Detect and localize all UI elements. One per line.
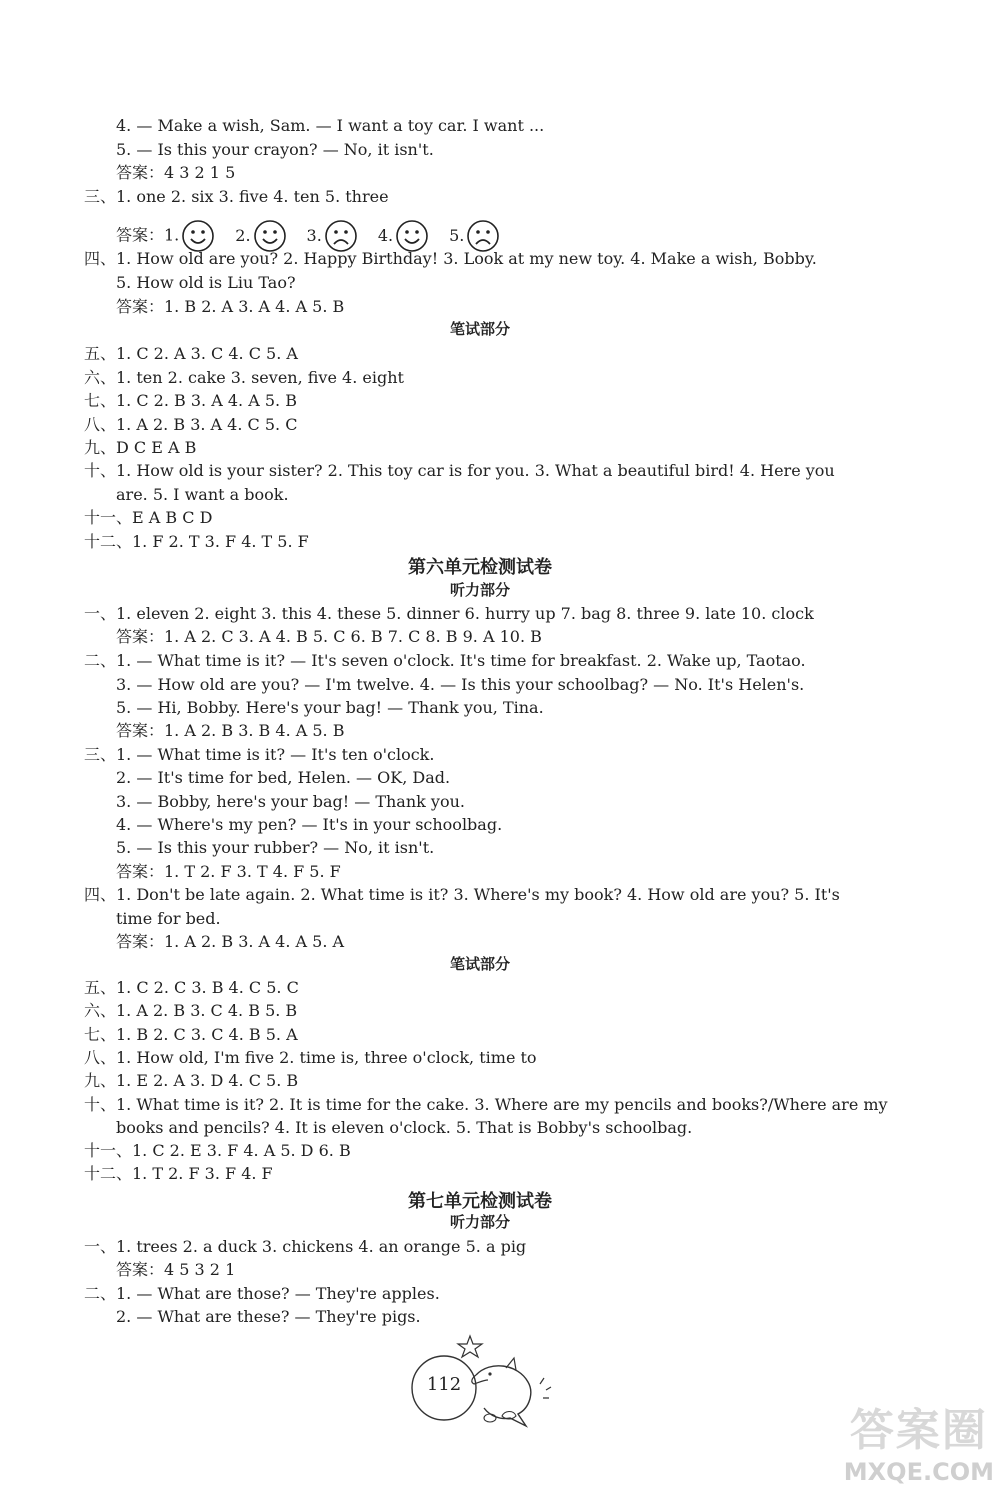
answer-line <box>84 1140 351 1162</box>
answer-line <box>84 531 309 553</box>
answer-line-text: 五、1. C 2. A 3. C 4. C 5. A <box>84 344 298 363</box>
answer-line <box>84 603 814 625</box>
answer-line <box>116 837 434 859</box>
answer-line <box>116 720 345 742</box>
answer-line <box>84 460 835 482</box>
answer-line-text: books and pencils? 4. It is eleven o'clock. 5. That is Bobby's schoolbag. <box>116 1118 693 1137</box>
answer-line <box>84 884 840 906</box>
answer-line-text: 4. — Where's my pen? — It's in your schoolbag. <box>116 815 503 834</box>
answer-line-text: 九、D C E A B <box>84 438 197 457</box>
answer-line-text: 3. — How old are you? — I'm twelve. 4. — Is this your schoolbag? — No. It's Helen's. <box>116 675 805 694</box>
answer-line <box>116 861 341 883</box>
answer-line-text: 七、1. C 2. B 3. A 4. A 5. B <box>84 391 297 410</box>
answer-line-text: 答案：4 3 2 1 5 <box>116 163 236 182</box>
answer-line-text: 四、1. Don't be late again. 2. What time is it? 3. Where's my book? 4. How old are you? 5. It's <box>84 885 840 904</box>
answer-line-text: 十一、1. C 2. E 3. F 4. A 5. D 6. B <box>84 1141 351 1160</box>
answer-line-text: 3. — Bobby, here's your bag! — Thank you. <box>116 792 465 811</box>
section-heading-written-1: 笔试部分 <box>449 320 510 338</box>
answer-line-text: 2. — It's time for bed, Helen. — OK, Dad. <box>116 768 451 787</box>
answer-line <box>116 296 344 318</box>
answer-line <box>116 697 544 719</box>
face-label: 3. <box>306 225 322 245</box>
unit7-title: 第七单元检测试卷 <box>408 1191 552 1212</box>
answer-line-text: 5. — Hi, Bobby. Here's your bag! — Thank you, Tina. <box>116 698 544 717</box>
answer-line <box>116 791 465 813</box>
answer-line-text: 答案：1. A 2. B 3. B 4. A 5. B <box>116 721 345 740</box>
answer-line-text: 八、1. A 2. B 3. A 4. C 5. C <box>84 415 298 434</box>
section-heading-written-2: 笔试部分 <box>449 955 510 973</box>
answer-line-text: 三、1. — What time is it? — It's ten o'clock. <box>84 745 435 764</box>
answer-line <box>116 272 296 294</box>
answer-line-text: 5. — Is this your rubber? — No, it isn't. <box>116 838 435 857</box>
answer-line <box>84 1163 273 1185</box>
answer-line-text: 5. — Is this your crayon? — No, it isn't. <box>116 140 434 159</box>
answer-line <box>84 1000 297 1022</box>
answer-line-text: 十二、1. F 2. T 3. F 4. T 5. F <box>84 532 309 551</box>
answer-line <box>116 767 450 789</box>
answer-line-text: 答案：1. <box>116 225 180 245</box>
answer-line <box>84 744 434 766</box>
answer-line-text: 一、1. trees 2. a duck 3. chickens 4. an orange 5. a pig <box>84 1237 527 1256</box>
answer-line <box>116 931 344 953</box>
answer-line <box>84 414 297 436</box>
answer-line <box>116 1306 421 1328</box>
answer-line <box>84 1283 440 1305</box>
answer-line-text: are. 5. I want a book. <box>116 485 289 504</box>
unit7-listening-heading: 听力部分 <box>449 1213 510 1231</box>
answer-line-text: 十、1. How old is your sister? 2. This toy car is for you. 3. What a beautiful bird! 4. Here you <box>84 461 835 480</box>
answer-line <box>116 1117 692 1139</box>
face-label: 4. <box>377 225 394 245</box>
answer-line-text: 二、1. — What time is it? — It's seven o'clock. It's time for breakfast. 2. Wake up, Taotao. <box>84 651 806 670</box>
answer-line-text: 答案：1. T 2. F 3. T 4. F 5. F <box>116 862 341 881</box>
answer-line <box>84 437 196 459</box>
answer-line <box>84 186 389 208</box>
answer-line-text: 六、1. ten 2. cake 3. seven, five 4. eight <box>84 368 404 387</box>
page-number-decoration <box>410 1330 560 1430</box>
answer-line-text: 一、1. eleven 2. eight 3. this 4. these 5. dinner 6. hurry up 7. bag 8. three 9. late 10. clock <box>84 604 814 623</box>
answer-line <box>84 977 299 999</box>
answer-line <box>84 1094 888 1116</box>
answer-line-text: 八、1. How old, I'm five 2. time is, three o'clock, time to <box>84 1048 537 1067</box>
answer-line-text: time for bed. <box>116 909 221 928</box>
answer-line-text: 答案：1. A 2. B 3. A 4. A 5. A <box>116 932 345 951</box>
answer-line-text: 答案：1. A 2. C 3. A 4. B 5. C 6. B 7. C 8. B 9. A 10. B <box>116 627 542 646</box>
answer-line-text: 2. — What are these? — They're pigs. <box>116 1307 421 1326</box>
answer-line-text: 十一、E A B C D <box>84 508 213 527</box>
answer-line-text: 答案：1. B 2. A 3. A 4. A 5. B <box>116 297 345 316</box>
answer-line-text: 五、1. C 2. C 3. B 4. C 5. C <box>84 978 299 997</box>
answer-line-text: 十二、1. T 2. F 3. F 4. F <box>84 1164 273 1183</box>
answer-line <box>116 908 221 930</box>
answer-line <box>116 1259 235 1281</box>
answer-line <box>116 115 544 137</box>
answer-line-text: 二、1. — What are those? — They're apples. <box>84 1284 440 1303</box>
unit6-title: 第六单元检测试卷 <box>408 557 552 578</box>
answer-line-text: 六、1. A 2. B 3. C 4. B 5. B <box>84 1001 298 1020</box>
answer-line <box>84 390 297 412</box>
answer-line <box>116 674 804 696</box>
answer-line-text: 九、1. E 2. A 3. D 4. C 5. B <box>84 1071 299 1090</box>
answer-line <box>84 367 404 389</box>
answer-line <box>84 343 298 365</box>
answer-line-text: 三、1. one 2. six 3. five 4. ten 5. three <box>84 187 389 206</box>
answer-line-text: 4. — Make a wish, Sam. — I want a toy car. I want ... <box>116 116 545 135</box>
answer-line <box>84 1236 526 1258</box>
answer-line-text: 四、1. How old are you? 2. Happy Birthday! 3. Look at my new toy. 4. Make a wish, Bobby. <box>84 249 817 268</box>
answer-line <box>84 1047 537 1069</box>
answer-line <box>84 650 806 672</box>
answer-line-text: 答案：4 5 3 2 1 <box>116 1260 236 1279</box>
answer-line <box>84 1070 298 1092</box>
watermark-url: MXQE.COM <box>843 1458 994 1486</box>
watermark <box>844 1394 994 1486</box>
face-label: 5. <box>449 225 465 245</box>
answer-line-text: 5. How old is Liu Tao? <box>116 273 296 292</box>
answer-line <box>84 248 817 270</box>
answer-line <box>84 507 212 529</box>
answer-line <box>116 814 502 836</box>
answer-line-text: 十、1. What time is it? 2. It is time for the cake. 3. Where are my pencils and books?/Where are my <box>84 1095 888 1114</box>
watermark-title: 答案圈 <box>849 1405 988 1456</box>
unit6-listening-heading: 听力部分 <box>449 581 510 599</box>
answer-line <box>116 139 434 161</box>
answer-line <box>116 626 542 648</box>
answer-line-text: 七、1. B 2. C 3. C 4. B 5. A <box>84 1025 298 1044</box>
face-label: 2. <box>235 225 251 245</box>
page-number: 112 <box>426 1374 462 1395</box>
answer-line <box>116 484 289 506</box>
answer-line <box>116 162 235 184</box>
answer-line <box>84 1024 298 1046</box>
